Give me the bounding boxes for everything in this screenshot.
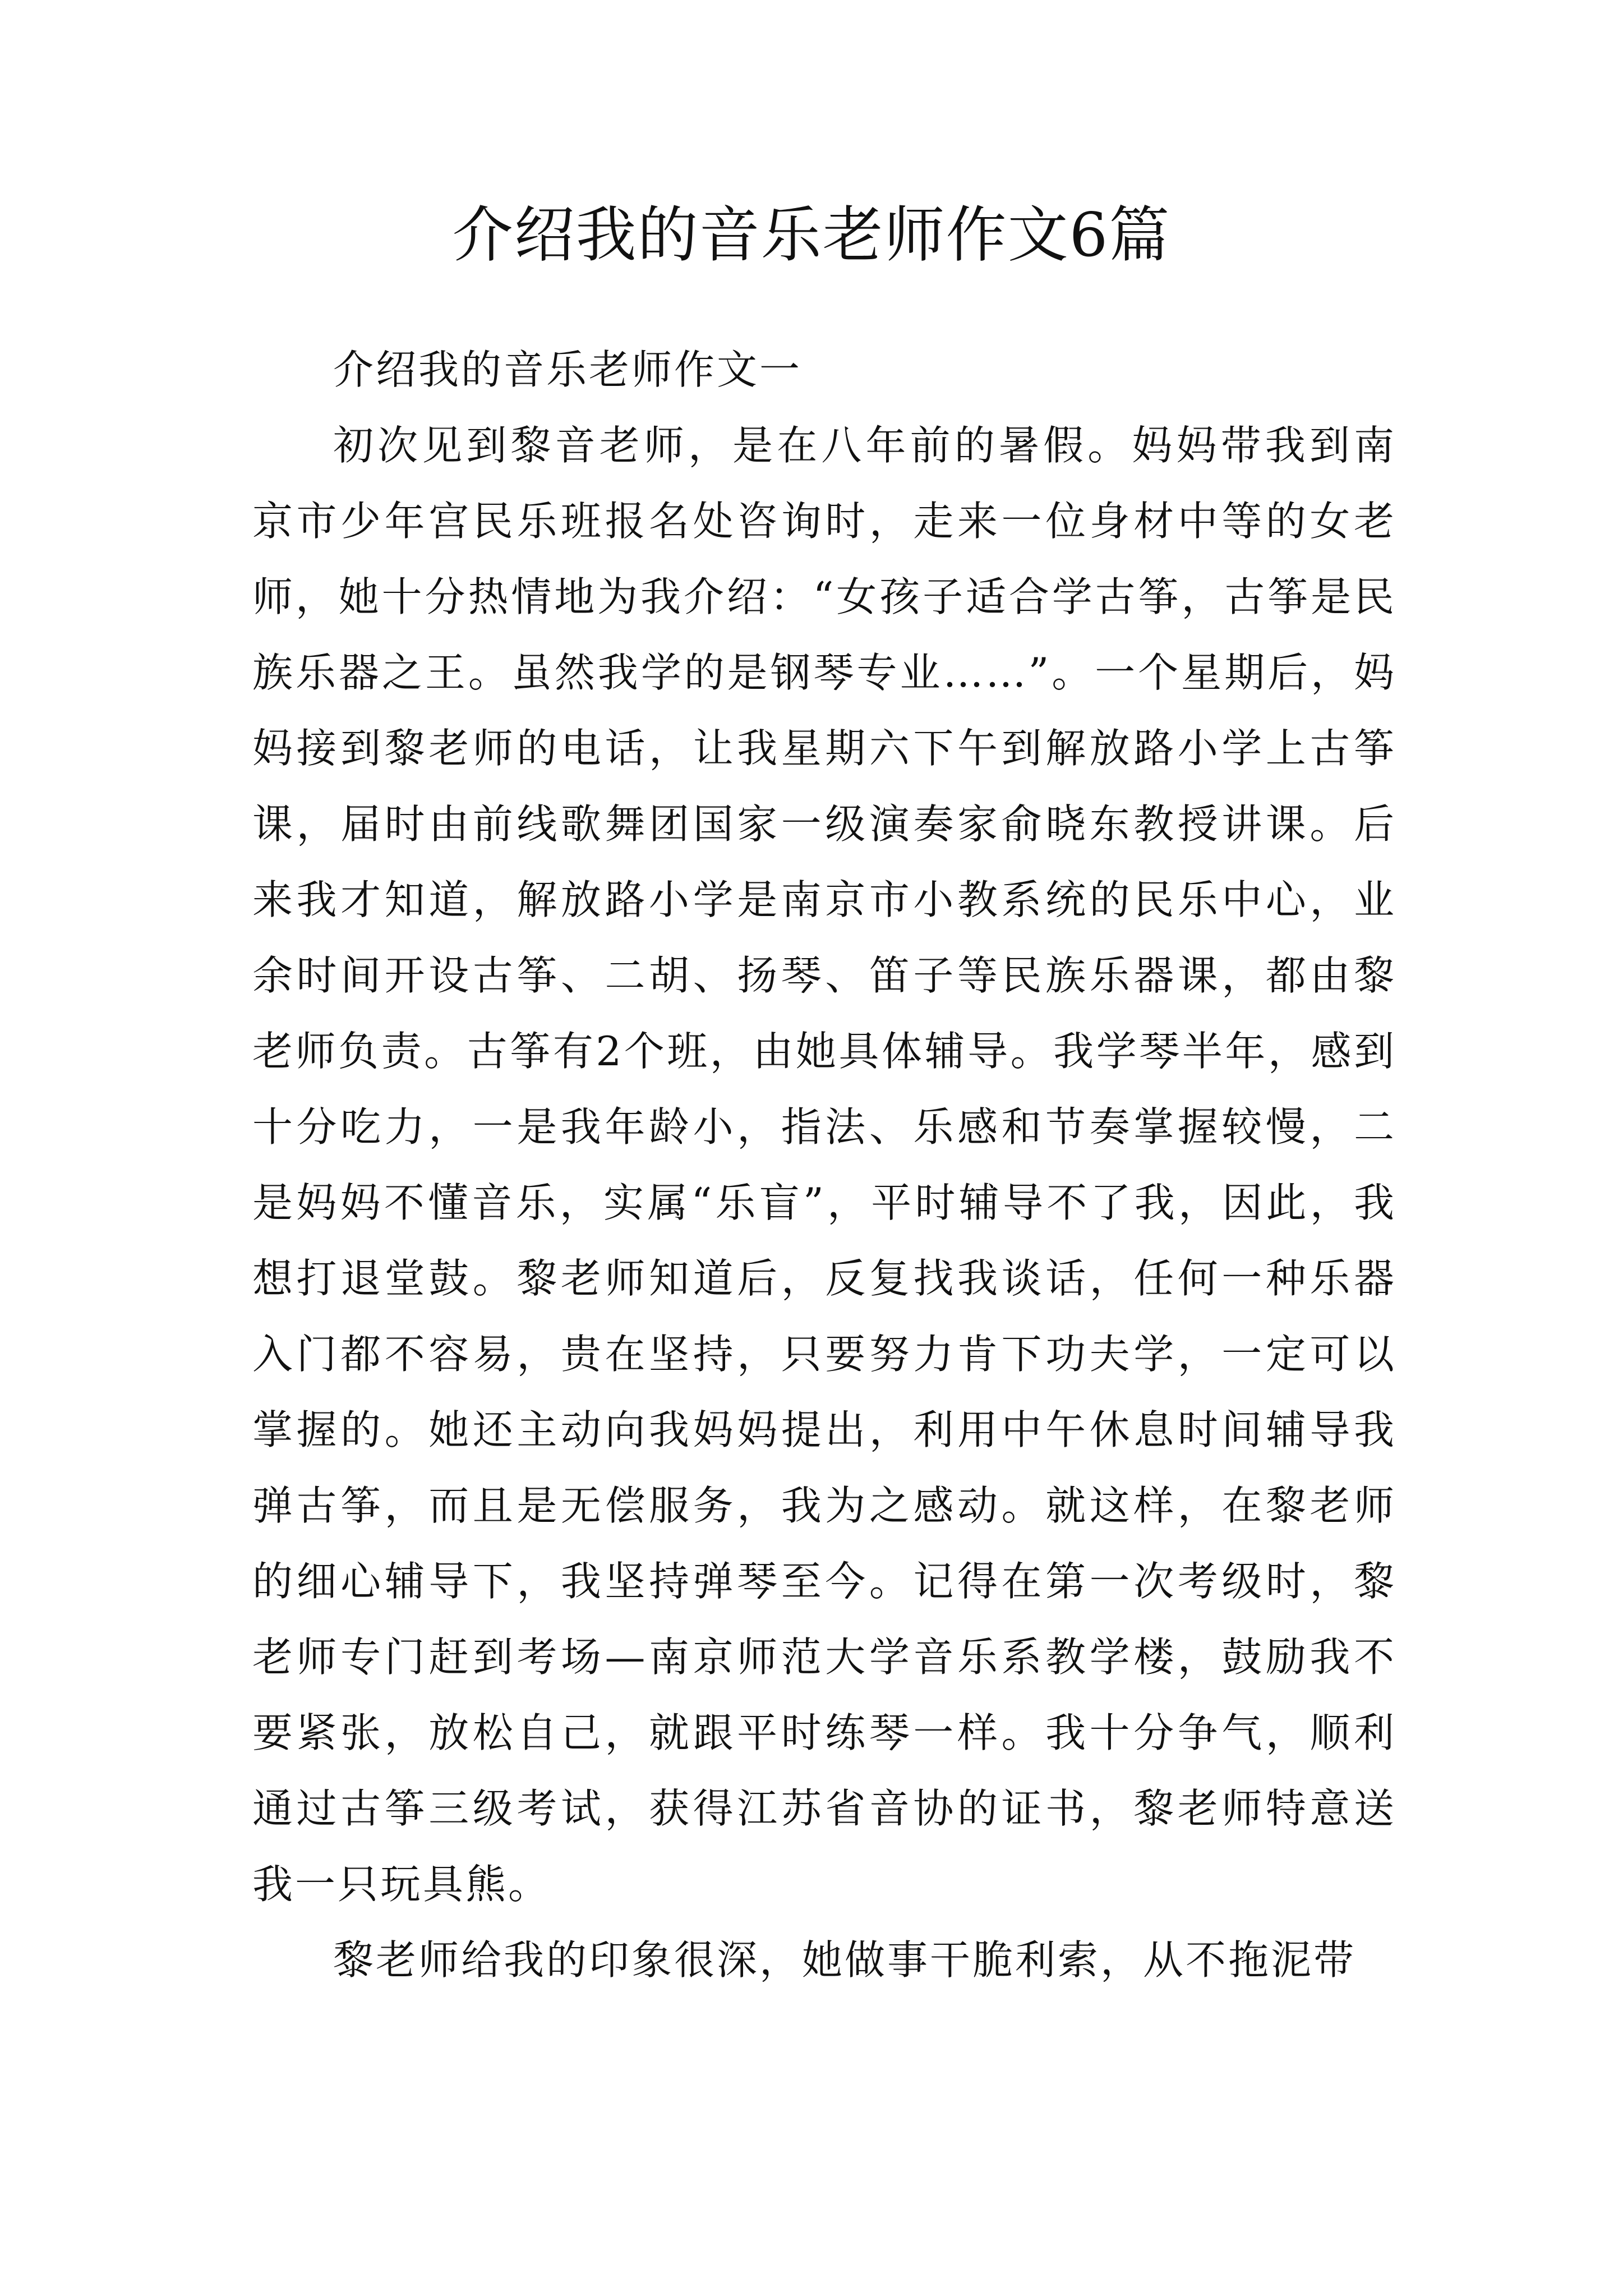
paragraph-2: 黎老师给我的印象很深，她做事干脆利索，从不拖泥带	[333, 1936, 1357, 1984]
section-heading: 介绍我的音乐老师作文一	[333, 346, 803, 393]
paragraph-1: 初次见到黎音老师，是在八年前的暑假。妈妈带我到南京市少年宫民乐班报名处咨询时，走来一位身材中等的女老师，她十分热情地为我介绍：“女孩子适合学古筝，古筝是民族乐器之王。虽然我学的是钢琴专业……”。一个星期后，妈妈接到黎老师的电话，让我星期六下午到解放路小学上古筝课，届时由前线歌舞团国家一级演奏家俞晓东教授讲课。后来我才知道，解放路小学是南京市小教系统的民乐中心，业余时间开设古筝、二胡、扬琴、笛子等民族乐器课，都由黎老师负责。古筝有2个班，由她具体辅导。我学琴半年，感到十分吃力，一是我年龄小，指法、乐感和节奏掌握较慢，二是妈妈不懂音乐，实属“乐盲”，平时辅导不了我，因此，我想打退堂鼓。黎老师知道后，反复找我谈话，任何一种乐器入门都不容易，贵在坚持，只要努力肯下功夫学，一定可以掌握的。她还主动向我妈妈提出，利用中午休息时间辅导我弹古筝，而且是无偿服务，我为之感动。就这样，在黎老师的细心辅导下，我坚持弹琴至今。记得在第一次考级时，黎老师专门赶到考场—南京师范大学音乐系教学楼，鼓励我不要紧张，放松自己，就跟平时练琴一样。我十分争气，顺利通过古筝三级考试，获得江苏省音协的证书，黎老师特意送我一只玩具熊。	[252, 422, 1396, 1908]
document-body	[252, 332, 1396, 1998]
document-title: 介绍我的音乐老师作文6篇	[452, 200, 1171, 270]
